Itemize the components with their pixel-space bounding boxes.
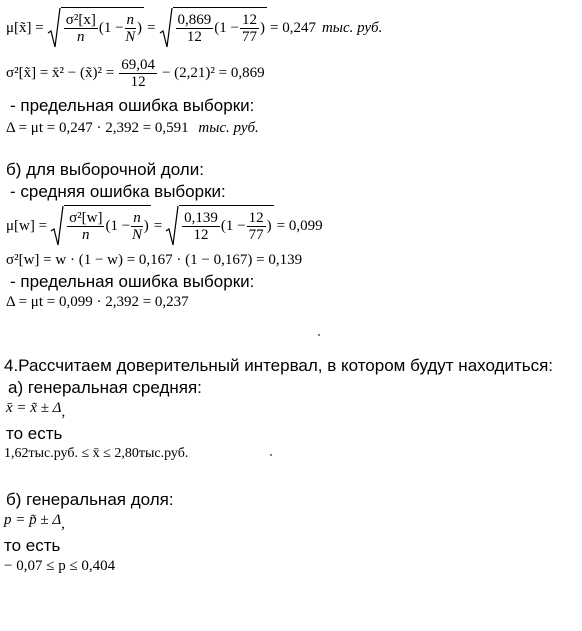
sigma-x-tail: − (2,21)² = 0,869: [161, 64, 265, 81]
factor-open: (1 −: [105, 218, 131, 234]
factor-close: ): [259, 20, 265, 36]
fraction-numerator: 12: [248, 210, 264, 226]
mu-w-result: = 0,099: [276, 217, 323, 234]
sigma-w-formula: σ²[w] = w · (1 − w) = 0,167 · (1 − 0,167) = 0,139: [6, 252, 303, 268]
fraction-denominator: N: [125, 29, 136, 45]
delta-mean-formula: [6, 120, 259, 137]
fraction-numerator: n: [133, 210, 141, 226]
fraction-numerator: 69,04: [121, 56, 155, 73]
fraction-denominator: 12: [130, 73, 146, 90]
section-b-title: б) для выборочной доли:: [6, 160, 204, 179]
mu-x-unit: тыс. руб.: [321, 19, 383, 36]
radical-sign-icon: [159, 7, 173, 49]
sqrt-expression: [165, 205, 273, 247]
general-share-expr: p = p̃ ± Δ: [4, 512, 62, 528]
factor-close: ): [266, 218, 272, 234]
factor-close: ): [143, 218, 149, 234]
fraction-denominator: n: [82, 227, 90, 243]
factor-close: ): [137, 20, 143, 36]
mu-x-formula: [6, 6, 382, 50]
that-is-label-1: то есть: [6, 424, 63, 443]
fraction-numerator: 0,139: [184, 210, 218, 226]
factor-open: (1 −: [220, 218, 246, 234]
general-mean-formula: [6, 400, 66, 420]
scan-speck: [318, 334, 320, 336]
fraction-denominator: 12: [186, 29, 202, 45]
mean-error-label: - средняя ошибка выборки:: [10, 182, 226, 201]
mu-w-lhs: μ[w] =: [6, 217, 48, 234]
equals-sign: =: [147, 19, 156, 36]
mu-w-formula: [6, 204, 323, 248]
sigma-x-formula: [6, 54, 265, 92]
sqrt-expression: [50, 205, 151, 247]
delta-share-formula: Δ = μt = 0,099 · 2,392 = 0,237: [6, 294, 189, 310]
fraction-denominator: 12: [193, 227, 209, 243]
mu-x-result: = 0,247: [269, 19, 316, 36]
fraction-numerator: σ²[x]: [65, 12, 96, 28]
factor-open: (1 −: [98, 20, 124, 36]
fraction-numerator: 0,869: [177, 12, 212, 28]
fraction-numerator: σ²[w]: [69, 210, 103, 226]
general-mean-expr: x̄ = x̃ ± Δ: [6, 400, 62, 416]
fraction-denominator: N: [131, 227, 142, 243]
sqrt-expression: [159, 7, 267, 49]
fraction-denominator: n: [77, 29, 85, 45]
fraction-numerator: 12: [241, 12, 257, 28]
general-share-formula: [4, 512, 65, 532]
comma: ,: [61, 516, 65, 532]
that-is-label-2: то есть: [4, 536, 61, 555]
equals-sign: =: [153, 217, 163, 234]
margin-error-share-label: - предельная ошибка выборки:: [10, 272, 255, 291]
sigma-x-lhs: σ²[x̃] = x̄² − (x̃)² =: [6, 64, 115, 81]
margin-error-mean-label: - предельная ошибка выборки:: [10, 96, 255, 115]
fraction-denominator: 77: [248, 227, 264, 243]
comma: ,: [61, 404, 66, 420]
general-mean-label: а) генеральная средняя:: [8, 378, 202, 397]
delta-mean-expr: Δ = μt = 0,247 · 2,392 = 0,591: [6, 120, 189, 136]
fraction-denominator: 77: [241, 29, 257, 45]
radical-sign-icon: [50, 205, 64, 247]
radical-sign-icon: [47, 7, 61, 49]
general-mean-interval: 1,62тыс.руб. ≤ x̄ ≤ 2,80тыс.руб.: [4, 446, 189, 461]
delta-mean-unit: тыс. руб.: [198, 120, 259, 136]
mu-x-lhs: μ[x̃] =: [6, 19, 44, 36]
radical-sign-icon: [165, 205, 179, 247]
step4-title: 4.Рассчитаем доверительный интервал, в котором будут находиться:: [4, 356, 554, 375]
general-share-interval: − 0,07 ≤ p ≤ 0,404: [4, 558, 116, 574]
general-share-label: б) генеральная доля:: [6, 490, 174, 509]
sqrt-expression: [47, 7, 144, 49]
fraction-numerator: n: [126, 12, 135, 28]
scan-speck: [270, 454, 272, 456]
factor-open: (1 −: [214, 20, 239, 36]
